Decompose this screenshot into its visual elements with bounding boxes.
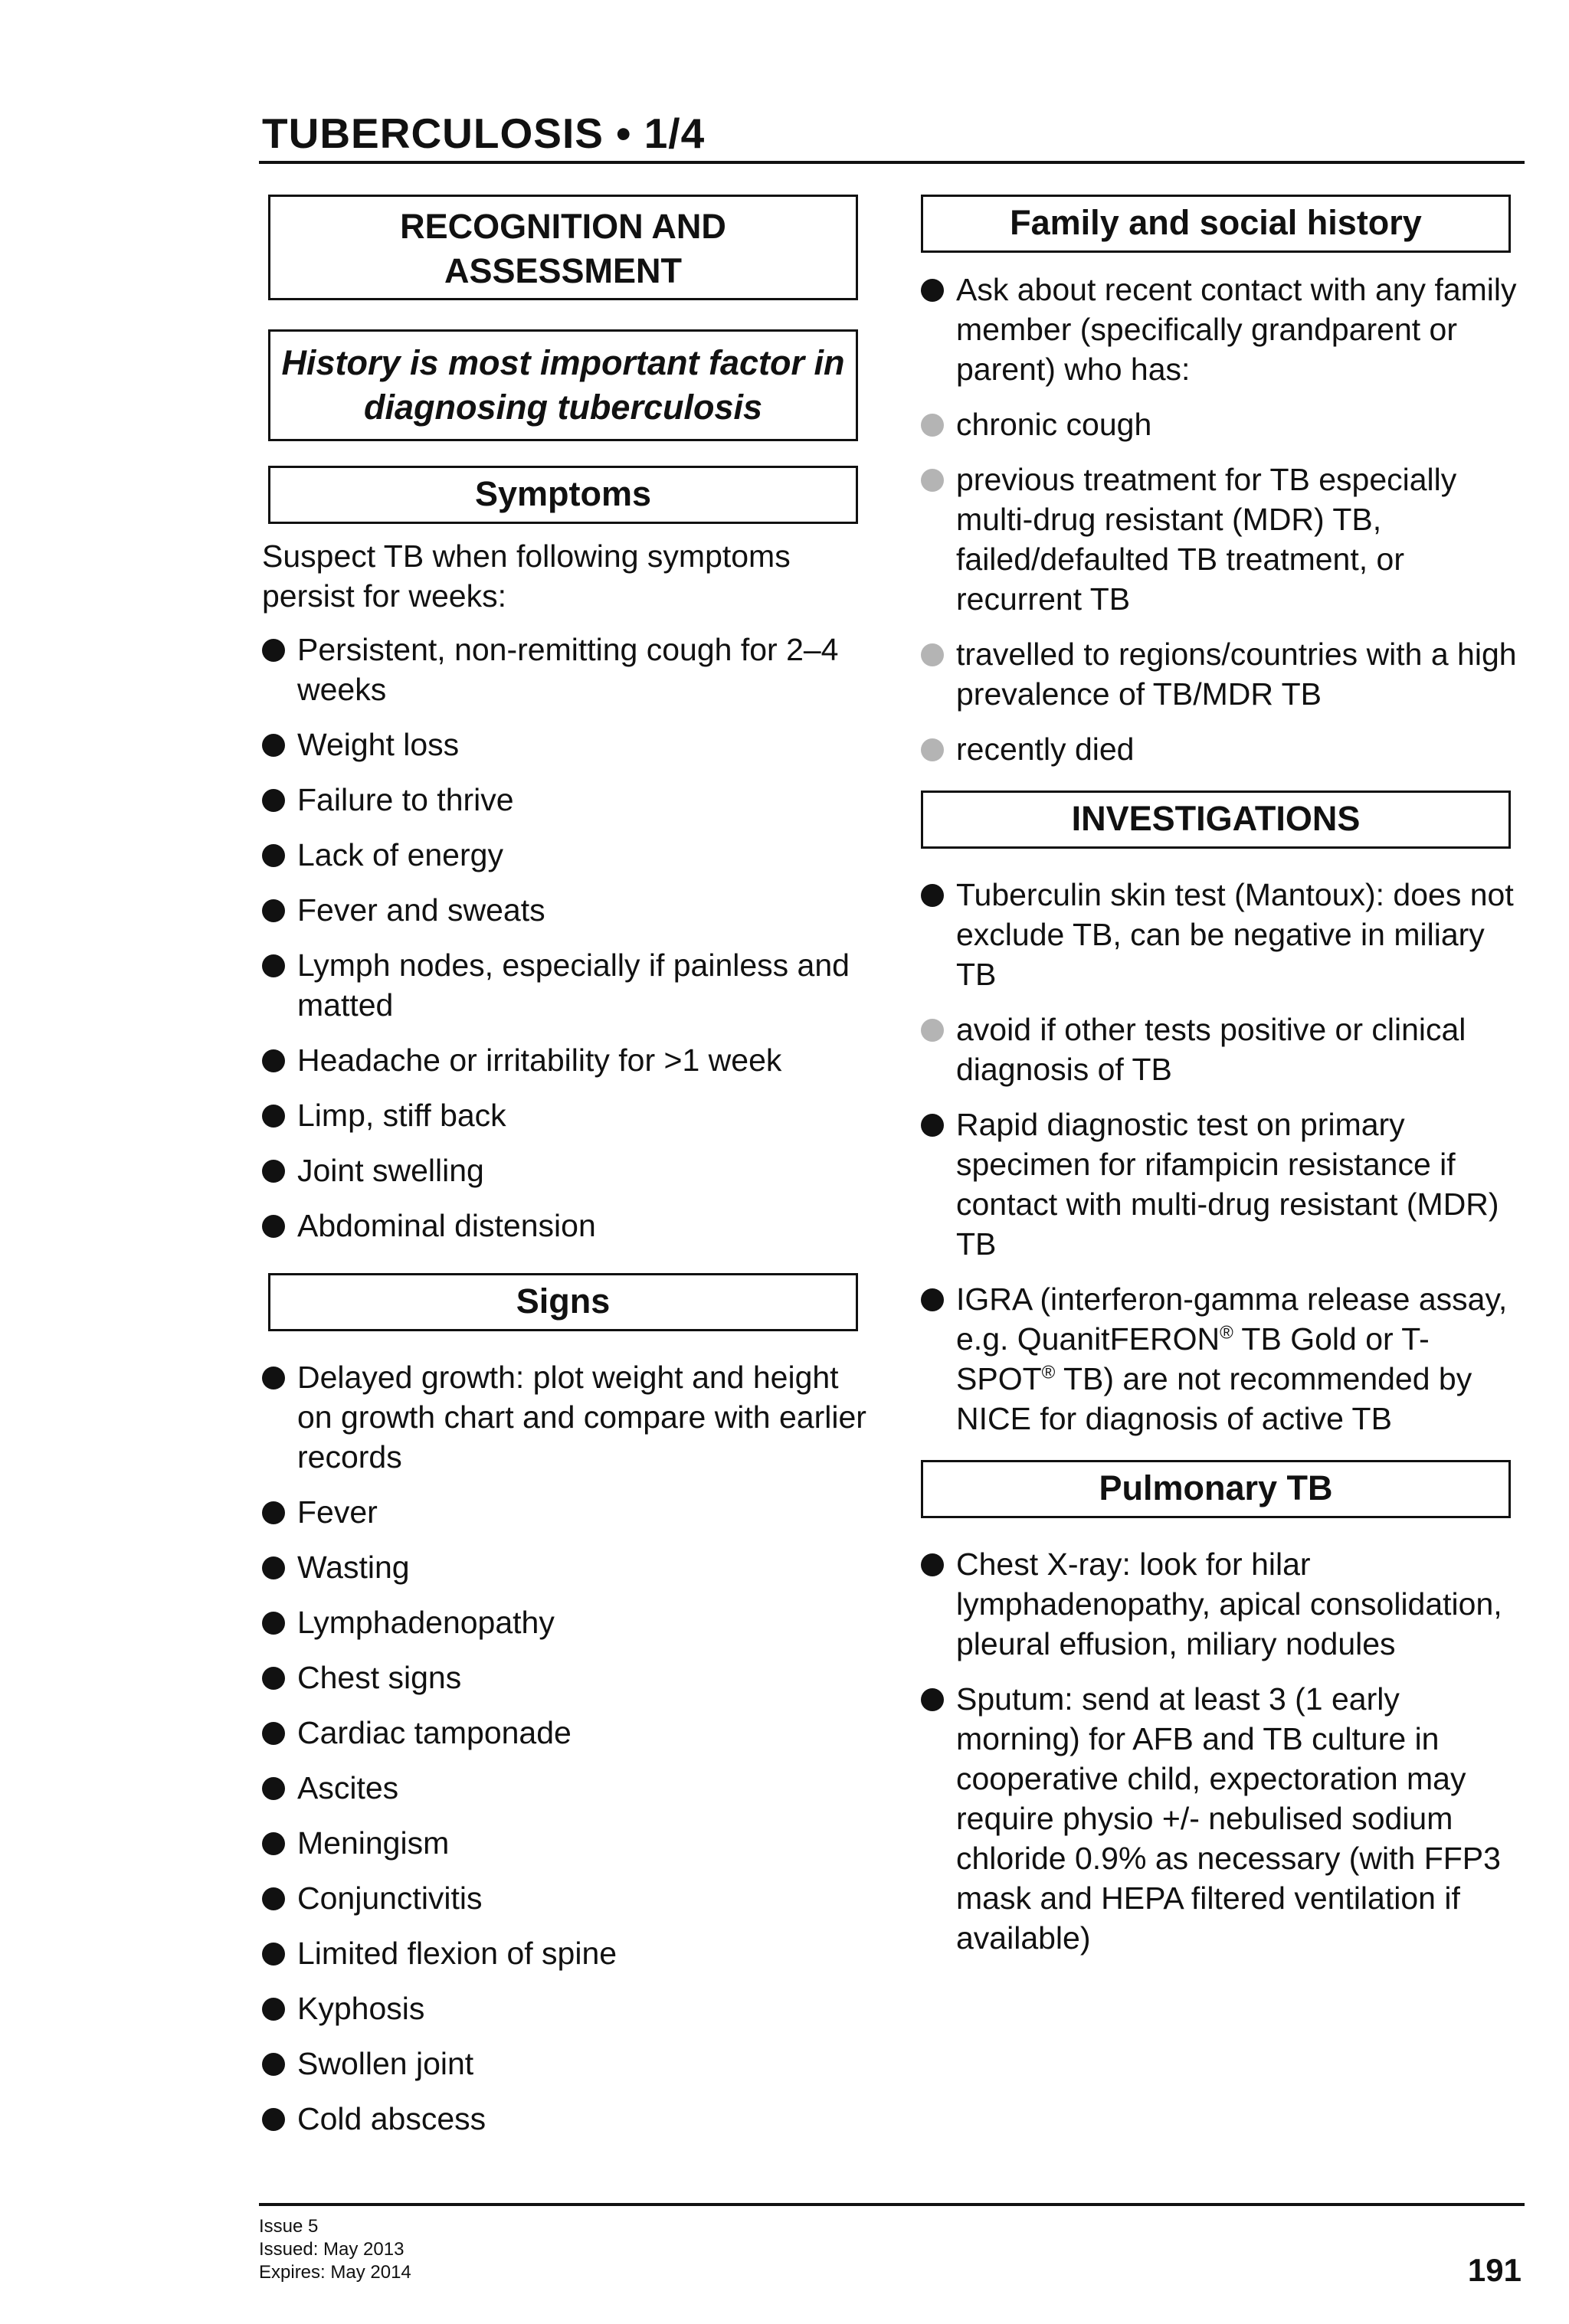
list-item: previous treatment for TB especially multi-drug resistant (MDR) TB, failed/defaulted TB treatment, or recurrent TB bbox=[921, 460, 1526, 619]
symptoms-intro: Suspect TB when following symptoms persist for weeks: bbox=[262, 538, 791, 614]
bullet-icon bbox=[262, 639, 285, 662]
sub-bullet-icon bbox=[921, 738, 944, 761]
bullet-icon bbox=[921, 1288, 944, 1311]
list-item: Sputum: send at least 3 (1 early morning) for AFB and TB culture in cooperative child, expectoration may require physio +/- nebulised sodium chloride 0.9% as necessary (with FFP3 mask and HEPA filtered ventilation if available) bbox=[921, 1679, 1526, 1958]
issue-number: Issue 5 bbox=[259, 2216, 319, 2237]
list-item: Ask about recent contact with any family member (specifically grandparent or parent) who has: bbox=[921, 270, 1526, 389]
list-item: IGRA (interferon-gamma release assay, e.g. QuanitFERON® TB Gold or T-SPOT® TB) are not recommended by NICE for diagnosis of active TB bbox=[921, 1279, 1526, 1439]
symptoms-list bbox=[262, 630, 875, 1245]
list-item: Chest X-ray: look for hilar lymphadenopathy, apical consolidation, pleural effusion, miliary nodules bbox=[921, 1544, 1526, 1664]
bullet-icon bbox=[262, 1105, 285, 1128]
list-item: Meningism bbox=[262, 1823, 875, 1863]
list-item: travelled to regions/countries with a high prevalence of TB/MDR TB bbox=[921, 634, 1526, 714]
bullet-icon bbox=[921, 279, 944, 302]
list-item: Swollen joint bbox=[262, 2044, 875, 2083]
bullet-icon bbox=[262, 2108, 285, 2131]
list-item: Headache or irritability for >1 week bbox=[262, 1040, 875, 1080]
sub-bullet-icon bbox=[921, 643, 944, 666]
bullet-icon bbox=[921, 1553, 944, 1576]
list-item: Fever and sweats bbox=[262, 890, 875, 930]
list-item: Persistent, non-remitting cough for 2–4 weeks bbox=[262, 630, 875, 709]
bullet-icon bbox=[262, 1501, 285, 1524]
bullet-icon bbox=[262, 1777, 285, 1800]
list-item: Cold abscess bbox=[262, 2099, 875, 2139]
list-item: avoid if other tests positive or clinical diagnosis of TB bbox=[921, 1010, 1526, 1089]
list-item: Rapid diagnostic test on primary specimen for rifampicin resistance if contact with multi-drug resistant (MDR) TB bbox=[921, 1105, 1526, 1264]
list-item: Lymphadenopathy bbox=[262, 1602, 875, 1642]
list-item: chronic cough bbox=[921, 404, 1526, 444]
bullet-icon bbox=[921, 1688, 944, 1711]
investigations-list bbox=[921, 875, 1526, 1439]
list-item: Wasting bbox=[262, 1547, 875, 1587]
footer-info bbox=[259, 2215, 411, 2284]
bullet-icon bbox=[262, 1215, 285, 1238]
page-number: 191 bbox=[1467, 2252, 1522, 2288]
right-column bbox=[921, 195, 1526, 1973]
bullet-icon bbox=[262, 1160, 285, 1183]
list-item: Cardiac tamponade bbox=[262, 1713, 875, 1753]
bullet-icon bbox=[262, 1943, 285, 1966]
bullet-icon bbox=[921, 1114, 944, 1137]
recognition-heading: RECOGNITION AND ASSESSMENT bbox=[268, 195, 858, 300]
list-item: Joint swelling bbox=[262, 1151, 875, 1190]
list-item: Ascites bbox=[262, 1768, 875, 1808]
bullet-icon bbox=[262, 899, 285, 922]
list-item: Delayed growth: plot weight and height on growth chart and compare with earlier records bbox=[262, 1357, 875, 1477]
list-item: Abdominal distension bbox=[262, 1206, 875, 1245]
pulmonary-list bbox=[921, 1544, 1526, 1958]
investigations-heading: INVESTIGATIONS bbox=[921, 790, 1511, 849]
bullet-icon bbox=[262, 844, 285, 867]
list-item: Kyphosis bbox=[262, 1988, 875, 2028]
bullet-icon bbox=[262, 1556, 285, 1579]
bullet-icon bbox=[262, 954, 285, 977]
list-item: recently died bbox=[921, 729, 1526, 769]
symptoms-heading: Symptoms bbox=[268, 466, 858, 524]
footer-rule bbox=[259, 2203, 1525, 2206]
list-item: Weight loss bbox=[262, 725, 875, 764]
issued-date: Issued: May 2013 bbox=[259, 2239, 405, 2260]
bullet-icon bbox=[262, 1998, 285, 2021]
registered-mark: ® bbox=[1041, 1362, 1056, 1383]
sub-bullet-icon bbox=[921, 1019, 944, 1042]
bullet-icon bbox=[262, 1887, 285, 1910]
list-item: Limited flexion of spine bbox=[262, 1933, 875, 1973]
list-item: Tuberculin skin test (Mantoux): does not exclude TB, can be negative in miliary TB bbox=[921, 875, 1526, 994]
list-item: Lymph nodes, especially if painless and matted bbox=[262, 945, 875, 1025]
sub-bullet-icon bbox=[921, 414, 944, 437]
pulmonary-heading: Pulmonary TB bbox=[921, 1460, 1511, 1518]
bullet-icon bbox=[262, 1832, 285, 1855]
family-list bbox=[921, 270, 1526, 769]
list-item: Lack of energy bbox=[262, 835, 875, 875]
signs-list bbox=[262, 1357, 875, 2139]
bullet-icon bbox=[262, 1049, 285, 1072]
bullet-icon bbox=[262, 1722, 285, 1745]
bullet-icon bbox=[921, 884, 944, 907]
bullet-icon bbox=[262, 734, 285, 757]
header-rule bbox=[259, 161, 1525, 164]
page-title: TUBERCULOSIS • 1/4 bbox=[262, 110, 706, 157]
list-item: Failure to thrive bbox=[262, 780, 875, 820]
signs-heading: Signs bbox=[268, 1273, 858, 1331]
sub-bullet-icon bbox=[921, 469, 944, 492]
family-heading: Family and social history bbox=[921, 195, 1511, 253]
expires-date: Expires: May 2014 bbox=[259, 2262, 411, 2283]
bullet-icon bbox=[262, 1612, 285, 1635]
list-item: Limp, stiff back bbox=[262, 1095, 875, 1135]
list-item: Fever bbox=[262, 1492, 875, 1532]
history-note: History is most important factor in diagnosing tuberculosis bbox=[268, 329, 858, 441]
registered-mark: ® bbox=[1220, 1322, 1233, 1344]
list-item: Chest signs bbox=[262, 1658, 875, 1697]
left-column bbox=[262, 195, 875, 2154]
bullet-icon bbox=[262, 1667, 285, 1690]
bullet-icon bbox=[262, 789, 285, 812]
list-item: Conjunctivitis bbox=[262, 1878, 875, 1918]
bullet-icon bbox=[262, 2053, 285, 2076]
bullet-icon bbox=[262, 1367, 285, 1389]
